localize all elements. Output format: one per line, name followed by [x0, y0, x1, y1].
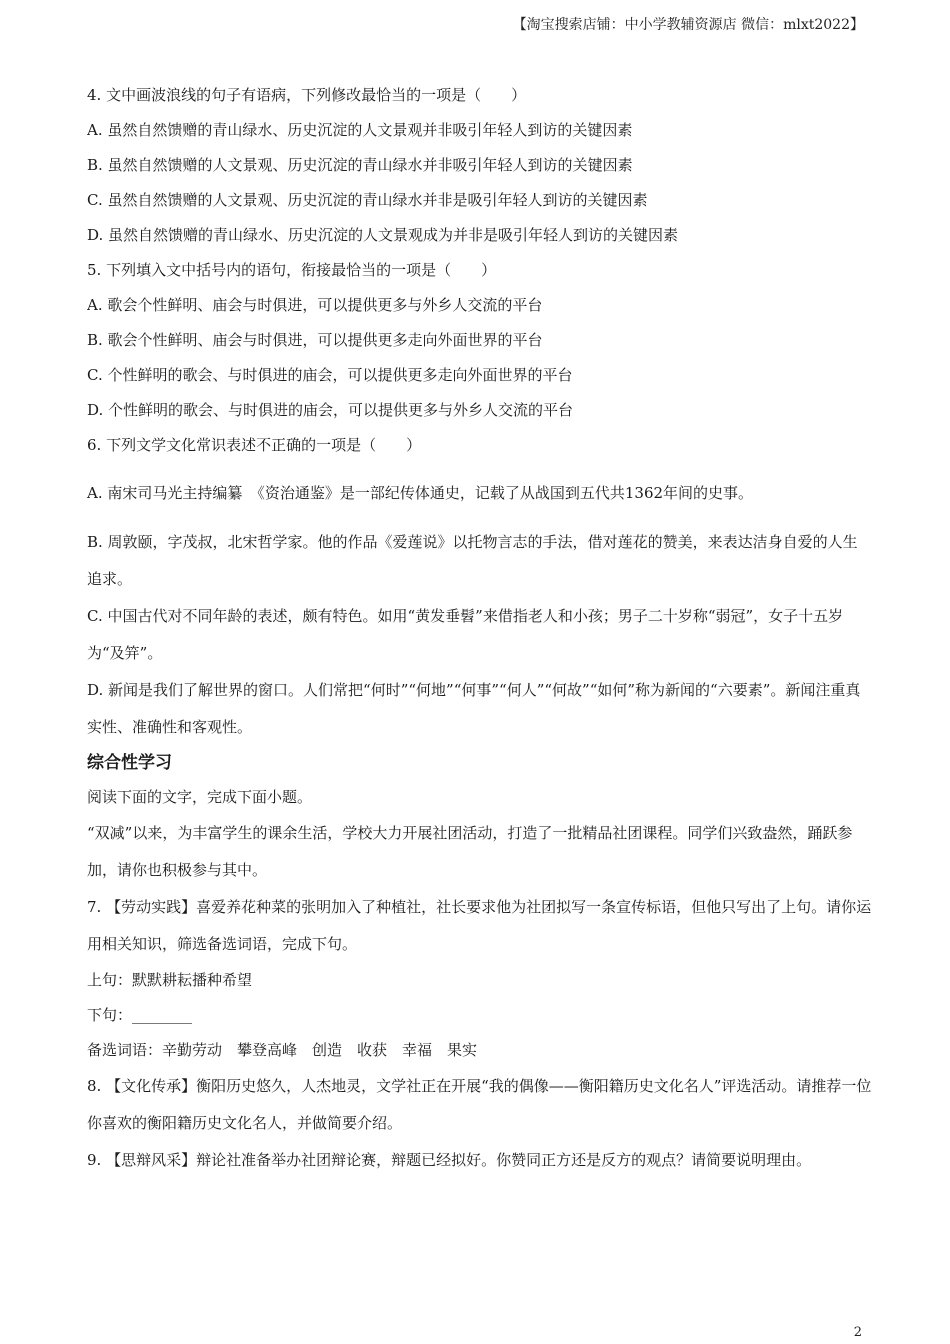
question-6-option-a: A. 南宋司马光主持编纂 《资治通鉴》是一部纪传体通史，记载了从战国到五代共1362年间的史事。: [87, 484, 754, 502]
section-title: 综合性学习: [87, 753, 172, 773]
question-4-stem: 4. 文中画波浪线的句子有语病，下列修改最恰当的一项是（ ）: [87, 86, 527, 104]
section-intro: 阅读下面的文字，完成下面小题。: [87, 788, 313, 806]
question-6-stem: 6. 下列文学文化常识表述不正确的一项是（ ）: [87, 436, 422, 454]
question-5-option-b: B. 歌会个性鲜明、庙会与时俱进，可以提供更多走向外面世界的平台: [87, 331, 543, 349]
section-passage: “双减”以来，为丰富学生的课余生活，学校大力开展社团活动，打造了一批精品社团课程。同学们兴致盎然，踊跃参加，请你也积极参与其中。: [87, 824, 853, 879]
question-7-lower-line: [87, 998, 872, 1033]
question-5-stem: 5. 下列填入文中括号内的语句，衔接最恰当的一项是（ ）: [87, 261, 497, 279]
question-5-option-d: D. 个性鲜明的歌会、与时俱进的庙会，可以提供更多与外乡人交流的平台: [87, 401, 574, 419]
document-body: [87, 78, 872, 1179]
question-9-stem: 9. 【思辩风采】辩论社准备举办社团辩论赛，辩题已经拟好。你赞同正方还是反方的观点？请简要说明理由。: [87, 1151, 812, 1169]
question-6-option-d: D. 新闻是我们了解世界的窗口。人们常把“何时”“何地”“何事”“何人”“何故”“如何”称为新闻的“六要素”。新闻注重真实性、准确性和客观性。: [87, 681, 861, 736]
question-4-option-a: A. 虽然自然馈赠的青山绿水、历史沉淀的人文景观并非吸引年轻人到访的关键因素: [87, 121, 633, 139]
question-7-stem: 7. 【劳动实践】喜爱养花种菜的张明加入了种植社，社长要求他为社团拟写一条宣传标语，但他只写出了上句。请你运用相关知识，筛选备选词语，完成下句。: [87, 898, 872, 953]
page-header: 【淘宝搜索店铺：中小学教辅资源店 微信：mlxt2022】: [512, 17, 864, 33]
page-number: 2: [853, 1325, 862, 1340]
question-7-answer-blank: ________: [132, 1006, 193, 1024]
question-7-lower-label: 下句：: [87, 1006, 133, 1024]
question-5-option-a: A. 歌会个性鲜明、庙会与时俱进，可以提供更多与外乡人交流的平台: [87, 296, 543, 314]
question-5-option-c: C. 个性鲜明的歌会、与时俱进的庙会，可以提供更多走向外面世界的平台: [87, 366, 573, 384]
question-7-upper-line: 上句：默默耕耘播种希望: [87, 971, 253, 989]
question-4-option-c: C. 虽然自然馈赠的人文景观、历史沉淀的青山绿水并非是吸引年轻人到访的关键因素: [87, 191, 648, 209]
question-4-option-b: B. 虽然自然馈赠的人文景观、历史沉淀的青山绿水并非吸引年轻人到访的关键因素: [87, 156, 633, 174]
question-6-option-c: C. 中国古代对不同年龄的表述，颇有特色。如用“黄发垂髫”来借指老人和小孩；男子二十岁称“弱冠”，女子十五岁为“及笄”。: [87, 607, 844, 662]
question-7-options: 备选词语：辛勤劳动 攀登高峰 创造 收获 幸福 果实: [87, 1041, 478, 1059]
question-8-stem: 8. 【文化传承】衡阳历史悠久，人杰地灵，文学社正在开展“我的偶像——衡阳籍历史文化名人”评选活动。请推荐一位你喜欢的衡阳籍历史文化名人，并做简要介绍。: [87, 1077, 872, 1132]
question-4-option-d: D. 虽然自然馈赠的青山绿水、历史沉淀的人文景观成为并非是吸引年轻人到访的关键因素: [87, 226, 679, 244]
question-6-option-b: B. 周敦颐，字茂叔，北宋哲学家。他的作品《爱莲说》以托物言志的手法，借对莲花的赞美，来表达洁身自爱的人生追求。: [87, 533, 858, 588]
